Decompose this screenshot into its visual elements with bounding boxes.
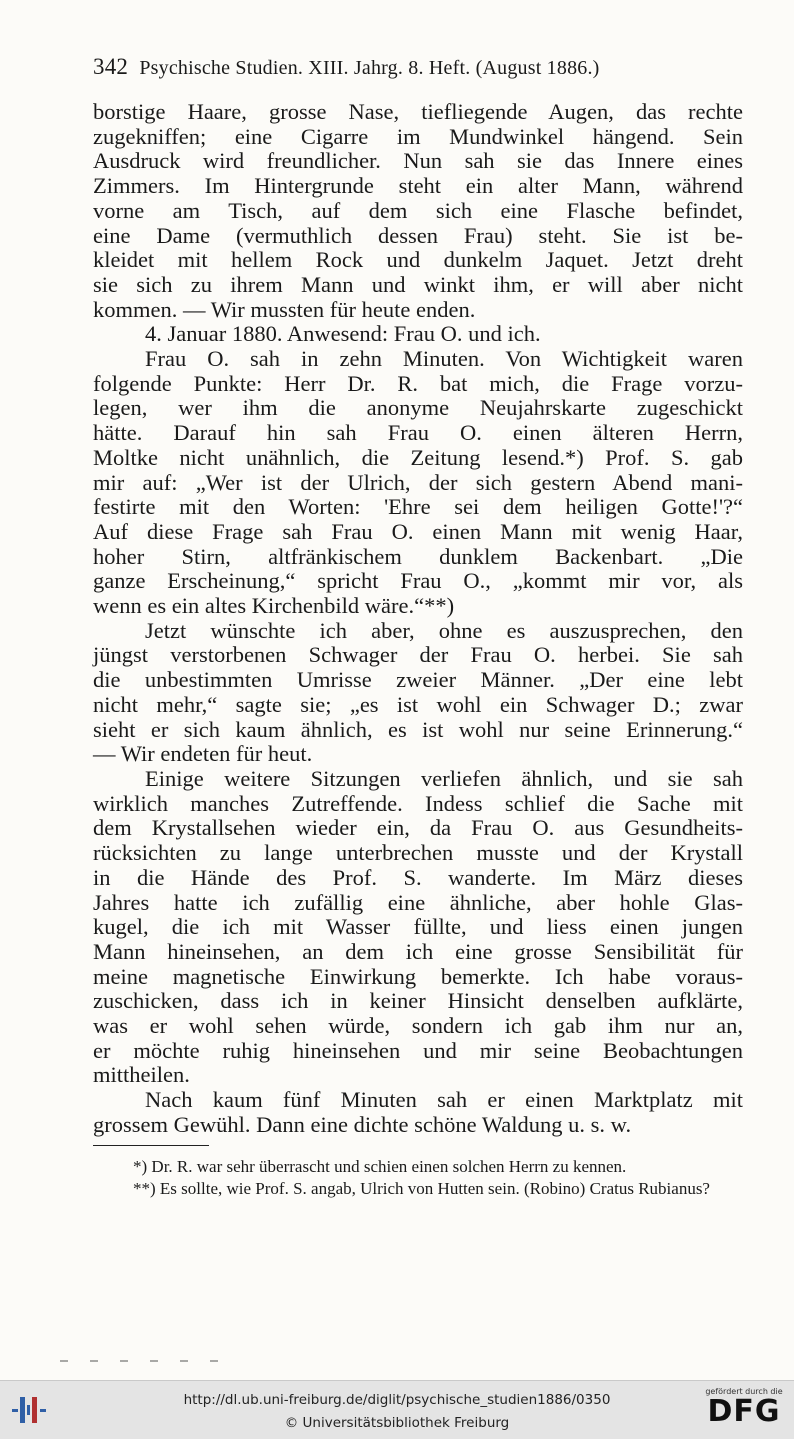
text-line: folgende Punkte: Herr Dr. R. bat mich, die Frage vorzu- (93, 370, 743, 396)
footnotes (93, 1156, 743, 1199)
text-line: 4. Januar 1880. Anwesend: Frau O. und ich. (145, 321, 541, 347)
text-line: grossem Gewühl. Dann eine dichte schöne Waldung u. s. w. (93, 1111, 632, 1137)
text-line: festirte mit den Worten: 'Ehre sei dem heiligen Gotte!'?“ (93, 494, 743, 520)
text-line: borstige Haare, grosse Nase, tiefliegende Augen, das rechte (93, 99, 743, 124)
text-line: Frau O. sah in zehn Minuten. Von Wichtigkeit waren (145, 346, 743, 372)
text-line: kommen. — Wir mussten für heute enden. (93, 296, 476, 322)
running-header (93, 52, 743, 83)
text-line: Zimmers. Im Hintergrunde steht ein alter Mann, während (93, 173, 743, 199)
text-line: ganze Erscheinung,“ spricht Frau O., „kommt mir vor, als (93, 568, 743, 594)
text-line: sie sich zu ihrem Mann und winkt ihm, er will aber nicht (93, 271, 743, 297)
text-line: in die Hände des Prof. S. wanderte. Im März dieses (93, 864, 743, 890)
body-lines (93, 100, 743, 1138)
text-line: legen, wer ihm die anonyme Neujahrskarte zugeschickt (93, 395, 743, 421)
text-line: Ausdruck wird freundlicher. Nun sah sie das Innere eines (93, 148, 743, 174)
text-line: sieht er sich kaum ähnlich, es ist wohl nur seine Erinnerung.“ (93, 716, 743, 742)
text-line: Nach kaum fünf Minuten sah er einen Marktplatz mit (145, 1087, 743, 1113)
text-line: hoher Stirn, altfränkischem dunklem Backenbart. „Die (93, 543, 743, 569)
permalink-url[interactable]: http://dl.ub.uni-freiburg.de/diglit/psychische_studien1886/0350 (183, 1392, 611, 1408)
scan-artifact (60, 1360, 230, 1362)
text-line: rücksichten zu lange unterbrechen musste und der Krystall (93, 840, 743, 866)
text-line: Mann hineinsehen, an dem ich eine grosse Sensibilität für (93, 938, 743, 964)
text-line: Jetzt wünschte ich aber, ohne es auszusprechen, den (145, 617, 743, 643)
text-line: wirklich manches Zutreffende. Indess schlief die Sache mit (93, 790, 743, 816)
text-line: Auf diese Frage sah Frau O. einen Mann mit wenig Haar, (93, 518, 743, 544)
sponsor-note: gefördert durch die (705, 1387, 783, 1396)
text-line: mittheilen. (93, 1062, 190, 1088)
text-line: Moltke nicht unähnlich, die Zeitung lesend.*) Prof. S. gab (93, 444, 743, 470)
text-line: meine magnetische Einwirkung bemerkte. Ich habe voraus- (93, 963, 743, 989)
text-line: die unbestimmten Umrisse zweier Männer. „Der eine lebt (93, 667, 743, 693)
text-line: zuschicken, dass ich in keiner Hinsicht denselben aufklärte, (93, 988, 743, 1014)
running-title: Psychische Studien. XIII. Jahrg. 8. Heft. (August 1886.) (139, 57, 600, 79)
text-line: dem Krystallsehen wieder ein, da Frau O. aus Gesundheits- (93, 815, 743, 841)
text-line: eine Dame (vermuthlich dessen Frau) steht. Sie ist be- (93, 222, 743, 248)
text-line: Einige weitere Sitzungen verliefen ähnlich, und sie sah (145, 765, 743, 791)
text-line: Jahres hatte ich zufällig eine ähnliche, aber hohle Glas- (93, 889, 743, 915)
dfg-logo: DFG (707, 1394, 781, 1429)
body-text (93, 100, 743, 1138)
text-line: vorne am Tisch, auf dem sich eine Flasche befindet, (93, 197, 743, 223)
footnote-1: *) Dr. R. war sehr überrascht und schien einen solchen Herrn zu kennen. (133, 1157, 627, 1176)
text-line: hätte. Darauf hin sah Frau O. einen älteren Herrn, (93, 420, 743, 446)
footnote-2: **) Es sollte, wie Prof. S. angab, Ulrich von Hutten sein. (Robino) Cratus Rubianus? (133, 1178, 710, 1198)
page-number: 342 (93, 54, 129, 79)
footnote-rule (93, 1145, 209, 1146)
footer-bar (0, 1380, 794, 1439)
text-line: jüngst verstorbenen Schwager der Frau O. herbei. Sie sah (93, 642, 743, 668)
copyright-notice: © Universitätsbibliothek Freiburg (284, 1415, 510, 1431)
text-line: was er wohl sehen würde, sondern ich gab ihm nur an, (93, 1013, 743, 1039)
text-line: kleidet mit hellem Rock und dunkelm Jaquet. Jetzt dreht (93, 247, 743, 273)
dfg-sponsor (700, 1387, 788, 1435)
text-line: — Wir endeten für heut. (93, 741, 313, 767)
text-line: wenn es ein altes Kirchenbild wäre.“**) (93, 593, 455, 619)
text-line: zugekniffen; eine Cigarre im Mundwinkel hängend. Sein (93, 123, 743, 149)
text-line: er möchte ruhig hineinsehen und mir seine Beobachtungen (93, 1037, 743, 1063)
text-line: kugel, die ich mit Wasser füllte, und liess einen jungen (93, 914, 743, 940)
text-line: mir auf: „Wer ist der Ulrich, der sich gestern Abend mani- (93, 469, 743, 495)
text-line: nicht mehr,“ sagte sie; „es ist wohl ein Schwager D.; zwar (93, 691, 743, 717)
